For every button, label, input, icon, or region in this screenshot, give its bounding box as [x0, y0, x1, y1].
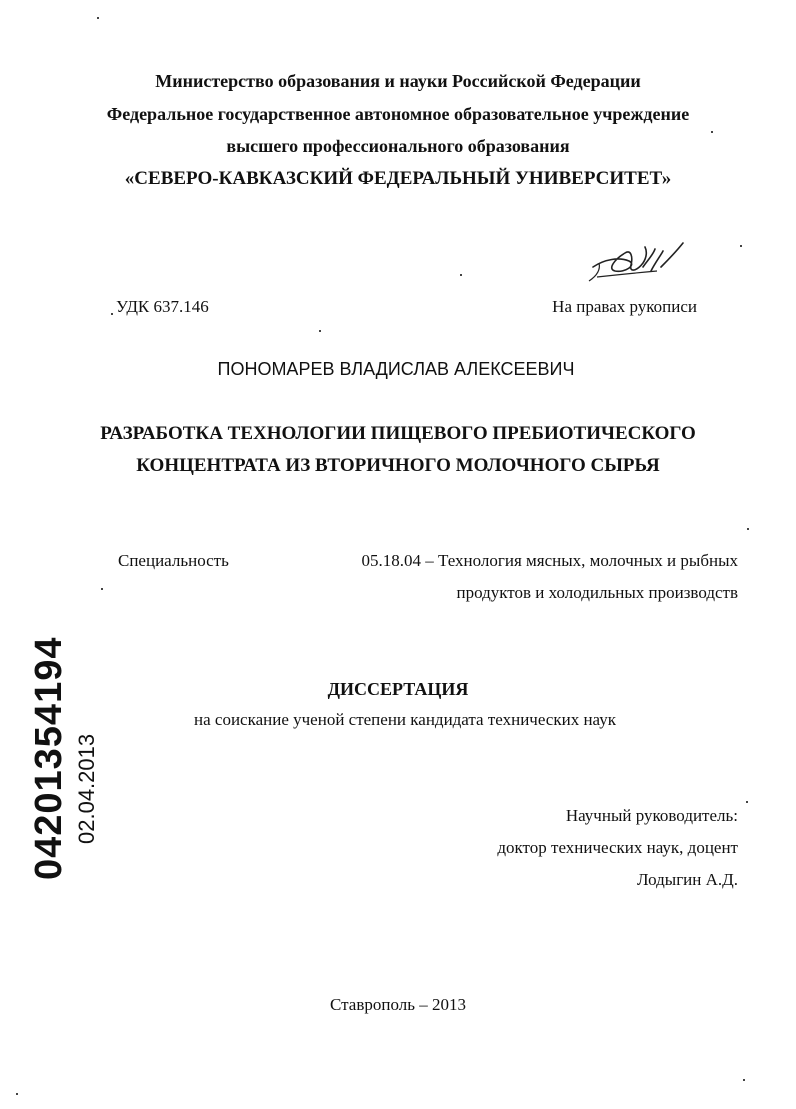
dissertation-subtitle-text: на соискание ученой степени кандидата технических наук — [194, 710, 617, 729]
dissertation-heading: ДИССЕРТАЦИЯ — [327, 679, 469, 699]
city-year: Ставрополь – 2013 — [330, 995, 466, 1014]
advisor-name: Лодыгин А.Д. — [637, 870, 738, 889]
scan-speck — [740, 245, 742, 247]
archive-date-stamp: 02.04.2013 — [74, 733, 99, 844]
specialty-label: Специальность — [118, 551, 229, 570]
scan-speck — [746, 801, 748, 803]
scan-speck — [711, 131, 713, 133]
dissertation-title-line1: РАЗРАБОТКА ТЕХНОЛОГИИ ПИЩЕВОГО ПРЕБИОТИЧЕСКОГО — [100, 423, 696, 444]
archive-number-stamp: 04201354194 — [28, 636, 70, 880]
scan-speck — [743, 1079, 745, 1081]
dissertation-title-line2: КОНЦЕНТРАТА ИЗ ВТОРИЧНОГО МОЛОЧНОГО СЫРЬЯ — [136, 455, 660, 476]
scan-speck — [97, 17, 99, 19]
institution-type-line: Федеральное государственное автономное образовательное учреждение — [106, 104, 690, 124]
education-level-line: высшего профессионального образования — [226, 136, 570, 156]
advisor-degree: доктор технических наук, доцент — [497, 838, 738, 857]
university-name: «СЕВЕРО-КАВКАЗСКИЙ ФЕДЕРАЛЬНЫЙ УНИВЕРСИТЕТ» — [124, 168, 672, 189]
author-name: ПОНОМАРЕВ ВЛАДИСЛАВ АЛЕКСЕЕВИЧ — [217, 359, 575, 379]
specialty-code: 05.18.04 – Технология мясных, молочных и рыбных — [361, 551, 738, 570]
scan-speck — [101, 588, 103, 590]
scan-speck — [319, 330, 321, 332]
scan-speck — [460, 274, 462, 276]
specialty-description: продуктов и холодильных производств — [456, 583, 738, 602]
advisor-label: Научный руководитель: — [565, 806, 738, 825]
manuscript-rights: На правах рукописи — [552, 297, 697, 316]
signature — [585, 237, 695, 289]
scan-speck — [16, 1093, 18, 1095]
scan-speck — [747, 528, 749, 530]
ministry-line: Министерство образования и науки Российской Федерации — [155, 71, 641, 91]
scan-speck — [111, 313, 113, 315]
udk-code: УДК 637.146 — [116, 297, 209, 316]
